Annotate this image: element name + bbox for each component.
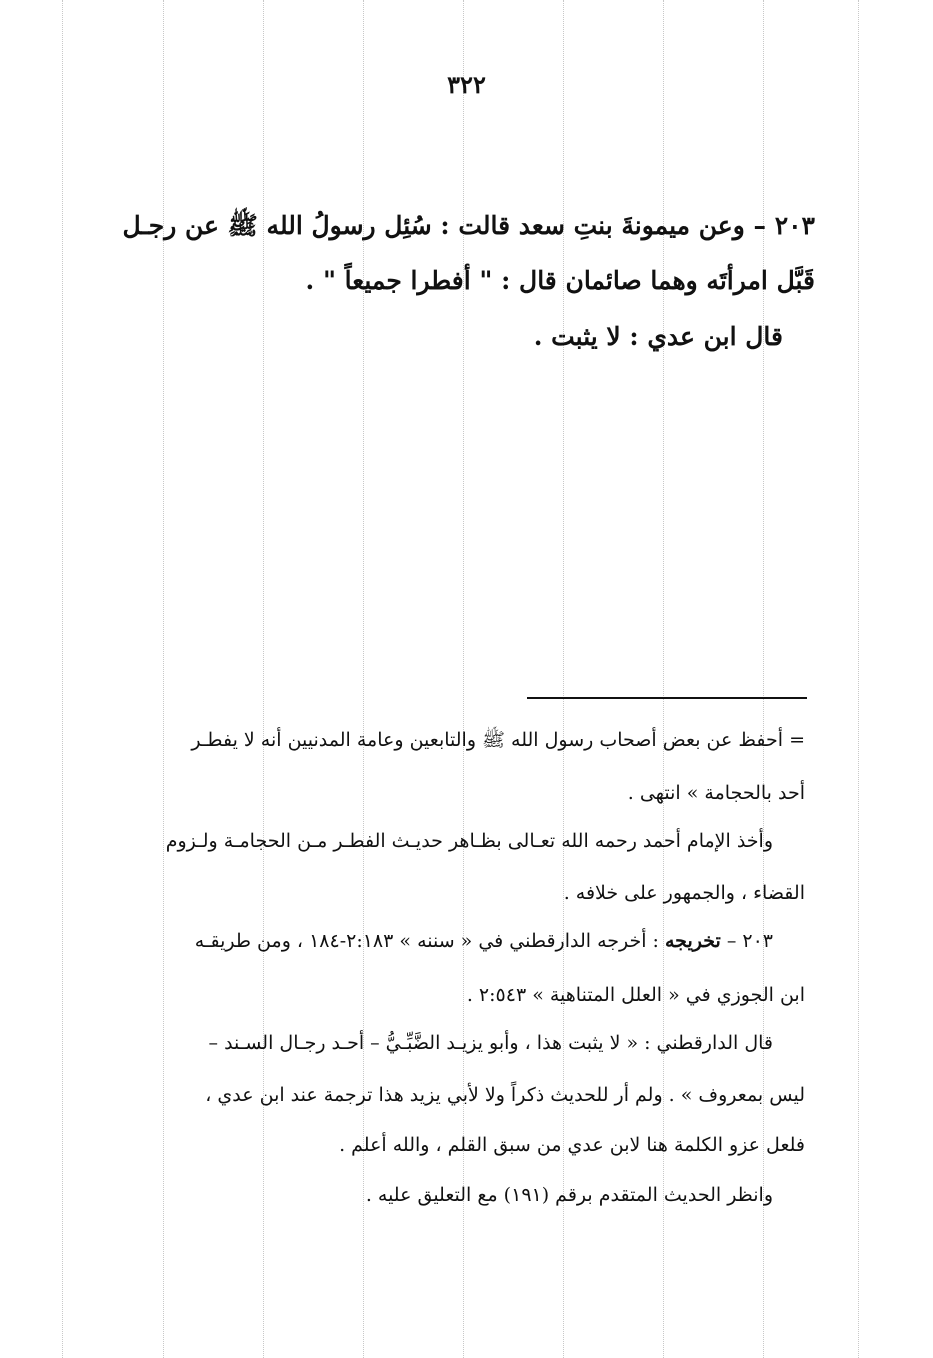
scan-guide-line [858, 0, 859, 1358]
footnote-number: ٢٠٣ – [720, 930, 773, 952]
footnote-divider [527, 697, 807, 699]
footnote-line: وأخذ الإمام أحمد رحمه الله تعـالى بظـاهر حديـث الفطـر مـن الحجامـة ولـزوم [165, 830, 773, 852]
footnote-text: : أخرجه الدارقطني في « سننه » ٢:١٨٣-١٨٤ ، ومن طريقـه [194, 930, 665, 952]
hadith-line: ٢٠٣ – وعن ميمونةَ بنتِ سعد قالت : سُئِل رسولُ الله ﷺ عن رجـل [122, 211, 815, 240]
scan-guide-line [263, 0, 264, 1358]
footnote-line: وانظر الحديث المتقدم برقم (١٩١) مع التعليق عليه . [365, 1184, 773, 1206]
footnote-line: قال الدارقطني : « لا يثبت هذا ، وأبو يزيـد الضَّبِّـيُّ – أحـد رجـال السـند – [208, 1032, 773, 1054]
hadith-line: قَبَّل امرأتَه وهما صائمان قال : " أفطرا جميعاً " . [305, 266, 815, 295]
footnote-line: القضاء ، والجمهور على خلافه . [563, 882, 805, 904]
page-number: ٣٢٢ [447, 70, 486, 99]
footnote-line: = أحفظ عن بعض أصحاب رسول الله ﷺ والتابعين وعامة المدنيين أنه لا يفطـر [191, 729, 805, 751]
scan-guide-line [163, 0, 164, 1358]
hadith-line: قال ابن عدي : لا يثبت . [533, 322, 783, 351]
scan-guide-line [62, 0, 63, 1358]
takhrij-label: تخريجه [665, 930, 721, 952]
footnote-line: أحد بالحجامة » انتهى . [627, 782, 805, 804]
footnote-line: ابن الجوزي في « العلل المتناهية » ٢:٥٤٣ . [466, 984, 805, 1006]
footnote-takhrij-line [195, 930, 773, 952]
footnote-line: فلعل عزو الكلمة هنا لابن عدي من سبق القلم ، والله أعلم . [339, 1134, 805, 1156]
footnote-line: ليس بمعروف » . ولم أر للحديث ذكراً ولا لأبي يزيد هذا ترجمة عند ابن عدي ، [205, 1084, 805, 1106]
